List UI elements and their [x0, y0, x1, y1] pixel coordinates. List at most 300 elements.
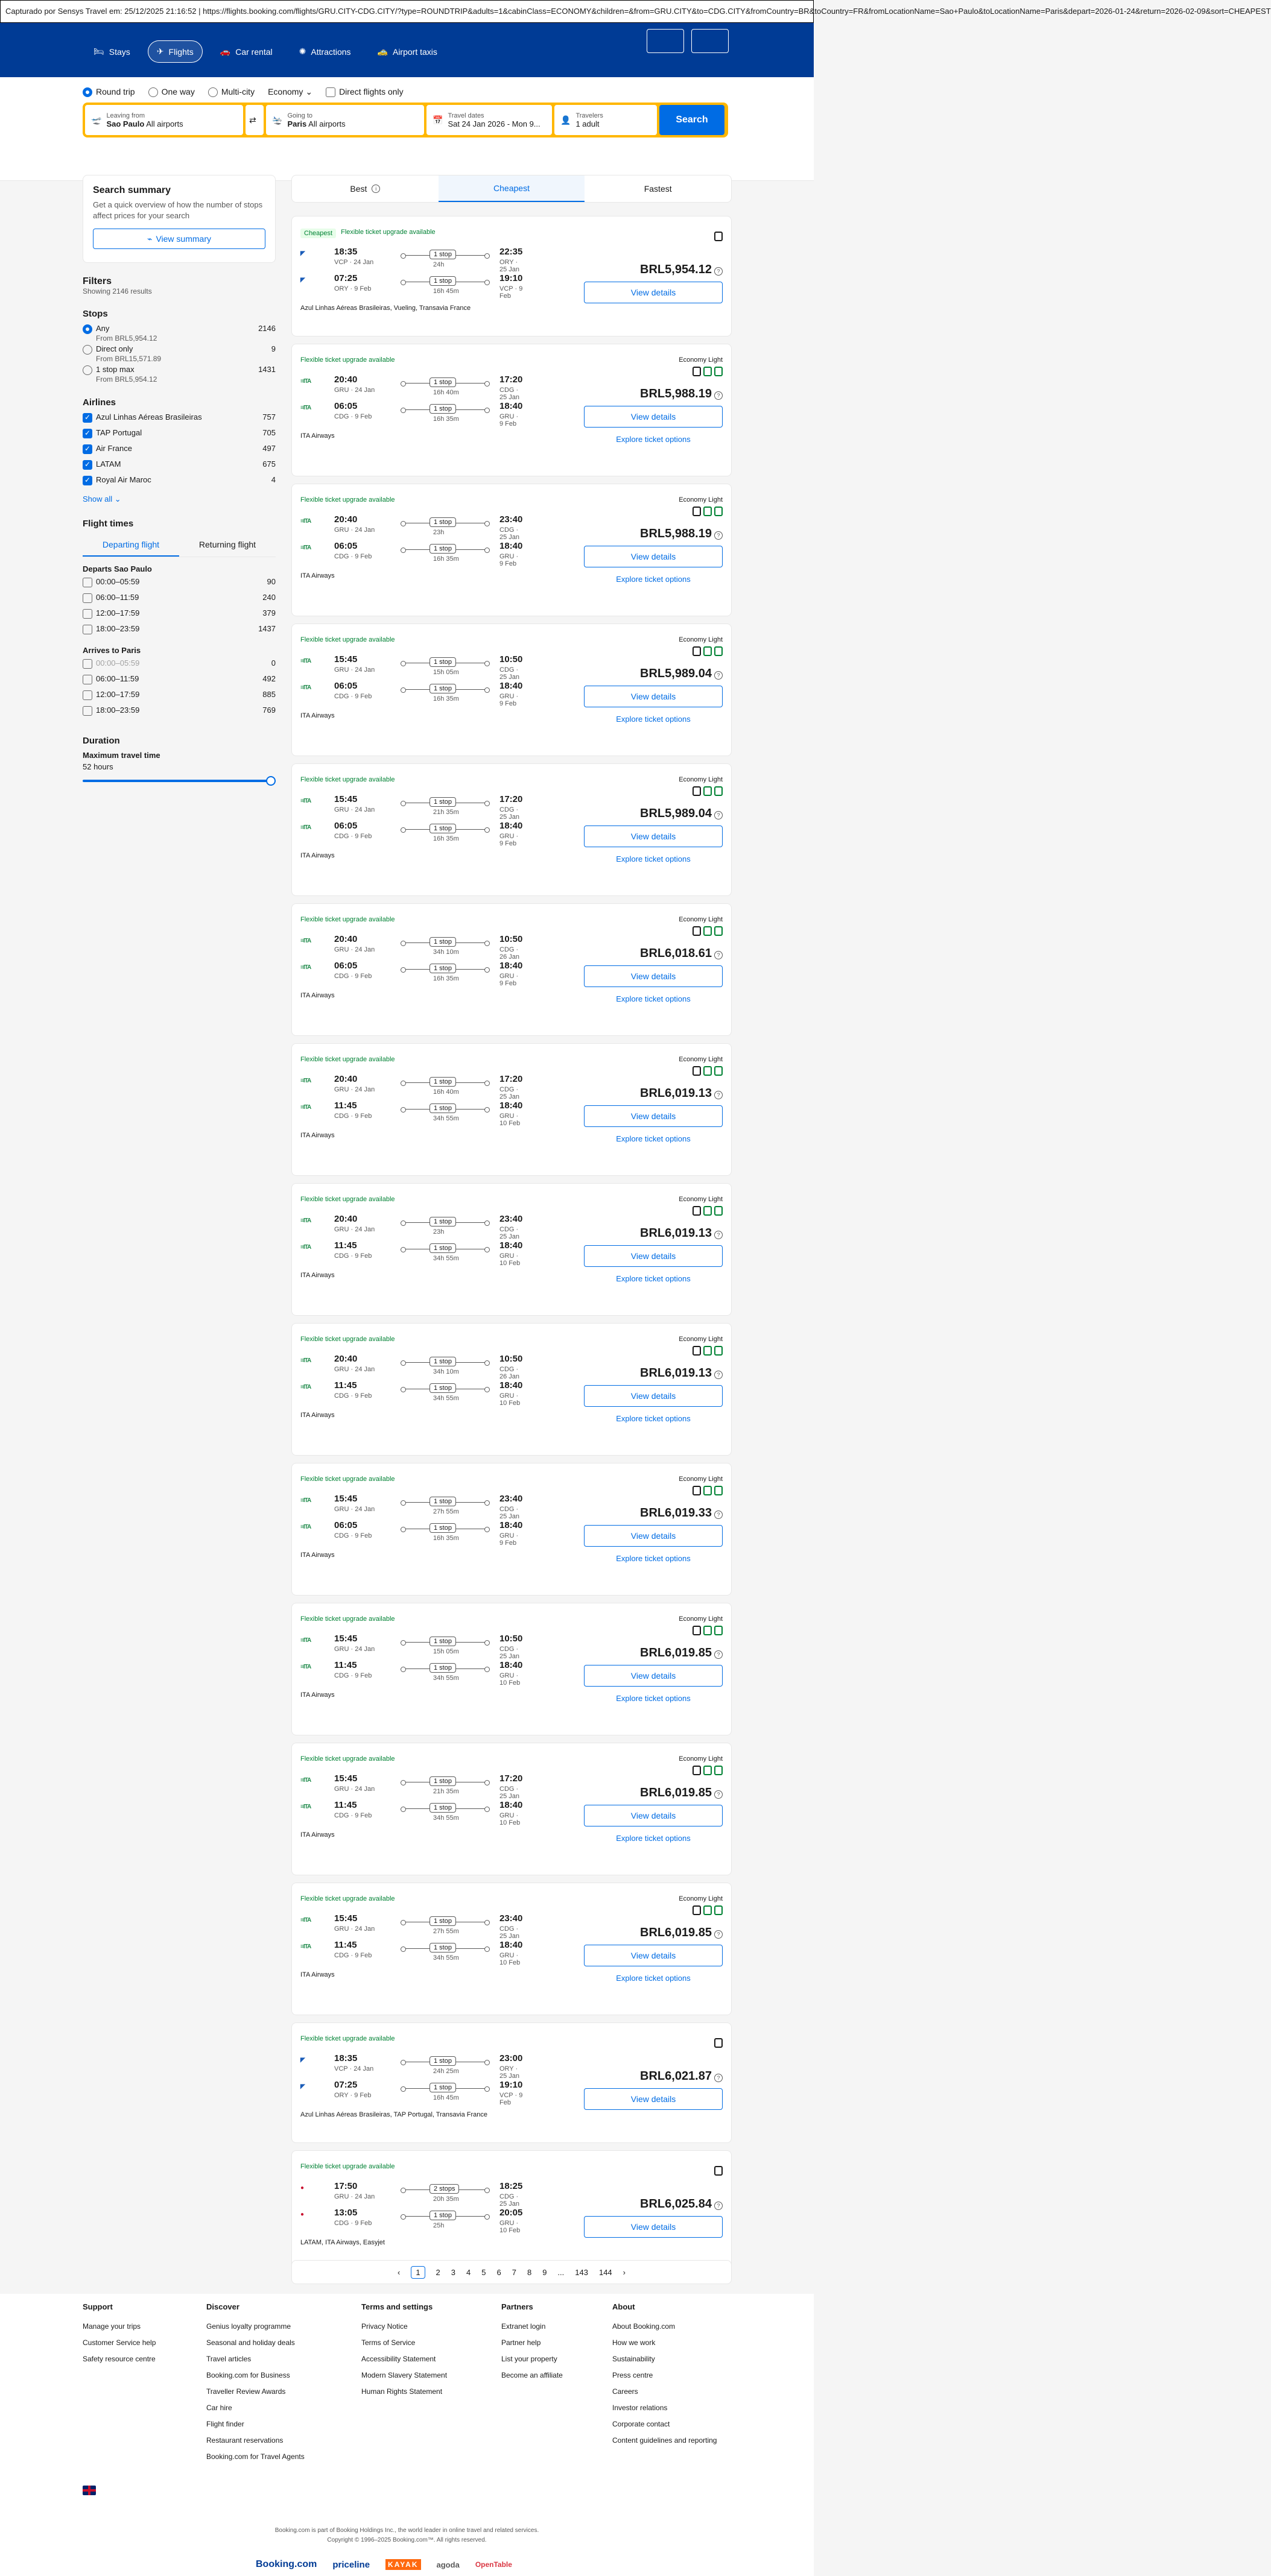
airline-logo-icon: ● [300, 2211, 304, 2218]
arrive-airport-date: GRU · 10 Feb [499, 1252, 521, 1267]
baggage-icon [703, 1626, 712, 1635]
arrive-time: 23:40 [499, 1214, 523, 1224]
taxi-icon: 🚕 [377, 46, 388, 56]
depart-time: 15:45 [334, 1913, 358, 1924]
price-info-icon[interactable]: ? [714, 1371, 723, 1379]
arrive-time-option[interactable] [83, 674, 276, 690]
arrive-time-option-count: 492 [262, 674, 276, 683]
view-details-button[interactable]: View details [584, 965, 723, 987]
footer-link[interactable]: Travel articles [206, 2355, 252, 2363]
price-info-icon[interactable]: ? [714, 267, 723, 276]
depart-airport-date: CDG · 9 Feb [334, 833, 372, 840]
arrive-airport-date: GRU · 10 Feb [499, 1672, 521, 1687]
return-leg [300, 541, 524, 565]
stops-option-price: From BRL15,571.89 [96, 354, 162, 363]
footer-link[interactable]: Sustainability [612, 2355, 655, 2363]
language-flag-icon[interactable] [83, 2486, 96, 2495]
stops-option-label: Direct only [96, 344, 133, 353]
checkbox-icon [83, 675, 92, 684]
price-column [578, 2163, 723, 2238]
airline-logo-icon: ≡ITA [300, 1217, 311, 1224]
price-column [578, 636, 723, 724]
arrive-time: 18:40 [499, 961, 523, 971]
arrive-time: 18:40 [499, 541, 523, 551]
airline-names: ITA Airways [300, 572, 335, 579]
checkbox-icon [83, 659, 92, 669]
price-info-icon[interactable]: ? [714, 2074, 723, 2082]
tab-departing-flight[interactable]: Departing flight [83, 534, 179, 557]
airline-option[interactable] [83, 475, 276, 491]
show-all-airlines-link[interactable]: Show all ⌄ [83, 494, 121, 504]
page-4[interactable]: 4 [466, 2267, 471, 2277]
price-column [578, 1895, 723, 1983]
going-to-field[interactable]: 🛬 Going to Paris All airports [266, 105, 424, 135]
arrive-airport-date: GRU · 9 Feb [499, 413, 519, 428]
nav-stays[interactable]: 🛏 Stays [94, 46, 130, 57]
return-leg [300, 2208, 524, 2232]
flight-price: BRL5,989.04 [640, 807, 712, 821]
depart-airport-date: GRU · 24 Jan [334, 2193, 375, 2200]
page-1[interactable]: 1 [411, 2266, 425, 2279]
swap-icon: ⇄ [249, 115, 256, 125]
outbound-leg [300, 1214, 524, 1238]
footer-link[interactable]: Accessibility Statement [361, 2355, 436, 2363]
stops-option-price: From BRL5,954.12 [96, 374, 157, 384]
footer-link[interactable]: List your property [501, 2355, 557, 2363]
price-info-icon[interactable]: ? [714, 1511, 723, 1519]
footer-link[interactable]: Genius loyalty programme [206, 2322, 291, 2331]
footer-link[interactable]: Modern Slavery Statement [361, 2371, 448, 2379]
airline-logo-icon: ≡ITA [300, 1357, 311, 1364]
next-page-button[interactable]: › [623, 2267, 626, 2277]
duration-label: 23h [433, 529, 445, 536]
view-summary-button[interactable]: ⌁ View summary [93, 229, 265, 249]
calendar-icon: 📅 [433, 115, 443, 125]
price-info-icon[interactable]: ? [714, 531, 723, 540]
duration-slider[interactable] [83, 775, 276, 787]
depart-time-option-left [83, 608, 139, 619]
page-5[interactable]: 5 [481, 2267, 486, 2277]
depart-time: 20:40 [334, 514, 358, 525]
arrive-airport-date: CDG · 25 Jan [499, 526, 520, 541]
tab-cheapest[interactable]: Cheapest [439, 175, 585, 202]
nav-airport-taxis[interactable]: 🚕 Airport taxis [377, 46, 437, 57]
search-summary-text: Get a quick overview of how the number of stops affect prices for your search [93, 200, 263, 220]
explore-ticket-options-link[interactable]: Explore ticket options [616, 715, 691, 724]
stops-label: 1 stop [429, 1497, 456, 1506]
duration-label: 16h 35m [433, 975, 459, 982]
depart-time: 18:35 [334, 247, 358, 257]
arrive-time-option-left [83, 690, 139, 700]
arrive-time: 18:40 [499, 401, 523, 411]
flight-badges [300, 916, 395, 923]
flight-card [291, 216, 732, 336]
depart-airport-date: CDG · 9 Feb [334, 1812, 372, 1819]
footer-link[interactable]: Safety resource centre [83, 2355, 156, 2363]
brand-logos [256, 2559, 512, 2570]
price-info-icon[interactable]: ? [714, 1231, 723, 1239]
airline-names: ITA Airways [300, 1412, 335, 1419]
baggage-icon [714, 926, 723, 936]
airline-option-count: 757 [262, 412, 276, 421]
flight-card [291, 2022, 732, 2143]
view-details-button[interactable]: View details [584, 686, 723, 707]
view-details-button[interactable]: View details [584, 1665, 723, 1687]
price-row [578, 1366, 723, 1380]
price-info-icon[interactable]: ? [714, 1790, 723, 1799]
page-8[interactable]: 8 [527, 2267, 532, 2277]
stops-label: 2 stops [429, 2184, 459, 2194]
direct-flights-only-checkbox[interactable]: Direct flights only [326, 87, 404, 97]
multi-city-option[interactable]: Multi-city [208, 87, 255, 97]
view-details-button[interactable]: View details [584, 826, 723, 847]
depart-time: 06:05 [334, 681, 358, 691]
stops-label: 1 stop [429, 544, 456, 554]
explore-ticket-options-link[interactable]: Explore ticket options [616, 435, 691, 444]
baggage-icon [693, 1486, 701, 1495]
arrive-time-option-left [83, 658, 139, 669]
arrive-time-option[interactable] [83, 706, 276, 721]
arrive-time: 19:10 [499, 273, 523, 283]
view-details-button[interactable]: View details [584, 1945, 723, 1966]
depart-time: 06:05 [334, 401, 358, 411]
radio-icon [83, 365, 92, 375]
stops-option-left [83, 365, 157, 384]
travelers-field[interactable]: 👤 Travelers 1 adult [554, 105, 657, 135]
view-details-button[interactable]: View details [584, 1385, 723, 1407]
tab-fastest[interactable]: Fastest [644, 184, 672, 194]
cabin-select[interactable]: Economy ⌄ [268, 87, 313, 97]
flexible-ticket-badge: Flexible ticket upgrade available [300, 776, 395, 783]
footer-link[interactable]: Press centre [612, 2371, 653, 2379]
depart-airport-date: GRU · 24 Jan [334, 1925, 375, 1933]
nav-flights[interactable]: ✈ Flights [148, 40, 203, 63]
return-leg [300, 1100, 524, 1125]
baggage-icon [703, 1905, 712, 1915]
baggage-icons [578, 646, 723, 656]
price-info-icon[interactable]: ? [714, 671, 723, 680]
results-list [291, 175, 732, 2246]
airline-names: ITA Airways [300, 1272, 335, 1279]
view-details-button[interactable]: View details [584, 1525, 723, 1547]
explore-ticket-options-link[interactable]: Explore ticket options [616, 1554, 691, 1564]
footer-heading: About [612, 2302, 635, 2311]
flight-badges [300, 2035, 395, 2042]
nav-car-rental[interactable]: 🚗 Car rental [220, 46, 273, 57]
flight-price: BRL6,019.85 [640, 1786, 712, 1800]
stops-label: 1 stop [429, 797, 456, 807]
arrive-time-option[interactable] [83, 658, 276, 674]
airline-option-left [83, 412, 202, 423]
airline-logo-icon: ≡ITA [300, 405, 311, 411]
footer-link[interactable]: Terms of Service [361, 2338, 416, 2347]
footer-link[interactable]: Car hire [206, 2404, 232, 2412]
stops-option[interactable] [83, 324, 276, 344]
depart-airport-date: CDG · 9 Feb [334, 1113, 372, 1120]
footer-column-partners [501, 2302, 563, 2384]
airline-names: ITA Airways [300, 852, 335, 859]
arrive-time: 20:05 [499, 2208, 523, 2218]
footer-heading: Terms and settings [361, 2302, 433, 2311]
price-row [578, 667, 723, 681]
page-2[interactable]: 2 [436, 2267, 440, 2277]
arrive-airport-date: GRU · 10 Feb [499, 1952, 521, 1966]
depart-time-option[interactable] [83, 624, 276, 640]
fare-class-label: Economy Light [679, 1615, 723, 1623]
airline-logo-icon: ● [300, 2185, 304, 2191]
price-row [578, 1506, 723, 1520]
footer-link[interactable]: Manage your trips [83, 2322, 141, 2331]
price-column [578, 356, 723, 444]
footer-link[interactable]: Flight finder [206, 2420, 244, 2428]
flight-price: BRL6,018.61 [640, 947, 712, 961]
price-info-icon[interactable]: ? [714, 811, 723, 819]
arrive-time: 18:40 [499, 1100, 523, 1111]
footer-link[interactable]: Booking.com for Business [206, 2371, 290, 2379]
return-leg [300, 821, 524, 845]
stops-label: 1 stop [429, 1357, 456, 1366]
search-button[interactable]: Search [659, 105, 724, 135]
chart-icon: ⌁ [147, 233, 153, 244]
airline-names: ITA Airways [300, 1691, 335, 1699]
arrive-time: 17:20 [499, 1773, 523, 1784]
baggage-icon [703, 1346, 712, 1356]
view-details-button[interactable]: View details [584, 546, 723, 567]
arrive-time-option-label: 18:00–23:59 [96, 706, 140, 715]
baggage-icon [703, 786, 712, 796]
footer-link[interactable]: Booking.com for Travel Agents [206, 2452, 305, 2461]
flight-card [291, 1043, 732, 1176]
radio-icon [208, 87, 218, 97]
explore-ticket-options-link[interactable]: Explore ticket options [616, 1134, 691, 1144]
airline-option[interactable] [83, 412, 276, 428]
price-column [578, 916, 723, 1003]
fare-class-label: Economy Light [679, 636, 723, 643]
footer-link[interactable]: Partner help [501, 2338, 541, 2347]
stops-option-label: 1 stop max [96, 365, 135, 374]
product-nav [84, 40, 446, 63]
plane-icon: ✈ [156, 46, 164, 56]
page-3[interactable]: 3 [451, 2267, 456, 2277]
airline-names: ITA Airways [300, 1971, 335, 1978]
airline-option[interactable] [83, 459, 276, 475]
page-143[interactable]: 143 [575, 2267, 588, 2277]
tab-best[interactable]: Best i [292, 175, 439, 202]
checkbox-icon [83, 593, 92, 603]
flight-card [291, 1743, 732, 1875]
outbound-leg [300, 1773, 524, 1798]
footer-link[interactable]: Extranet login [501, 2322, 546, 2331]
leaving-from-field[interactable]: 🛫 Leaving from Sao Paulo All airports [85, 105, 243, 135]
footer-link[interactable]: About Booking.com [612, 2322, 676, 2331]
arrive-time-option-label: 00:00–05:59 [96, 658, 140, 668]
price-column [578, 1196, 723, 1283]
explore-ticket-options-link[interactable]: Explore ticket options [616, 575, 691, 584]
depart-time: 15:45 [334, 654, 358, 665]
depart-airport-date: GRU · 24 Jan [334, 946, 375, 953]
explore-ticket-options-link[interactable]: Explore ticket options [616, 1414, 691, 1424]
price-row [578, 1926, 723, 1940]
one-way-option[interactable]: One way [148, 87, 195, 97]
view-details-button[interactable]: View details [584, 406, 723, 428]
price-info-icon[interactable]: ? [714, 2202, 723, 2210]
outbound-leg [300, 794, 524, 821]
footer-link[interactable]: Privacy Notice [361, 2322, 408, 2331]
price-column [578, 1615, 723, 1703]
depart-time-option[interactable] [83, 593, 276, 608]
flight-card [291, 1603, 732, 1735]
header-button[interactable] [647, 29, 684, 53]
depart-time: 15:45 [334, 1773, 358, 1784]
depart-time: 11:45 [334, 1100, 357, 1111]
stops-label: 1 stop [429, 824, 456, 833]
view-details-button[interactable]: View details [584, 1805, 723, 1826]
stops-option-count: 9 [271, 344, 276, 353]
duration-label: 34h 55m [433, 1395, 459, 1402]
depart-time-option[interactable] [83, 577, 276, 593]
depart-time: 07:25 [334, 2080, 358, 2090]
outbound-leg [300, 2181, 524, 2208]
explore-ticket-options-link[interactable]: Explore ticket options [616, 1694, 691, 1703]
travel-dates-field[interactable]: 📅 Travel dates Sat 24 Jan 2026 - Mon 9... [426, 105, 552, 135]
price-info-icon[interactable]: ? [714, 1930, 723, 1939]
checkbox-icon [83, 690, 92, 700]
price-info-icon[interactable]: ? [714, 391, 723, 400]
stops-label: 1 stop [429, 404, 456, 414]
price-info-icon[interactable]: ? [714, 1650, 723, 1659]
depart-time: 06:05 [334, 541, 358, 551]
arrive-time: 18:40 [499, 1240, 523, 1251]
arrive-airport-date: GRU · 9 Feb [499, 833, 519, 847]
airline-logo-icon: ◤ [300, 2057, 305, 2063]
baggage-icon [714, 646, 723, 656]
footer-link[interactable]: How we work [612, 2338, 656, 2347]
depart-time-option-label: 06:00–11:59 [96, 593, 139, 602]
radio-icon [148, 87, 158, 97]
footer-link[interactable]: Investor relations [612, 2404, 668, 2412]
explore-ticket-options-link[interactable]: Explore ticket options [616, 1974, 691, 1983]
header-button[interactable] [691, 29, 729, 53]
explore-ticket-options-link[interactable]: Explore ticket options [616, 994, 691, 1004]
depart-time-option-left [83, 577, 139, 587]
arrive-time: 10:50 [499, 934, 523, 944]
view-details-button[interactable]: View details [584, 1245, 723, 1267]
footer-link[interactable]: Become an affiliate [501, 2371, 563, 2379]
view-details-button[interactable]: View details [584, 1105, 723, 1127]
footer-link[interactable]: Content guidelines and reporting [612, 2436, 717, 2445]
depart-airport-date: CDG · 9 Feb [334, 693, 372, 700]
footer-link[interactable]: Traveller Review Awards [206, 2387, 286, 2396]
price-column [578, 2035, 723, 2110]
depart-airport-date: CDG · 9 Feb [334, 413, 372, 420]
arrive-time-option-count: 769 [262, 706, 276, 715]
depart-airport-date: GRU · 24 Jan [334, 1785, 375, 1793]
round-trip-option[interactable]: Round trip [83, 87, 135, 97]
flexible-ticket-badge: Flexible ticket upgrade available [300, 916, 395, 923]
duration-label: 16h 45m [433, 288, 459, 295]
airline-logo-icon: ◤ [300, 250, 305, 257]
footer-link[interactable]: Seasonal and holiday deals [206, 2338, 295, 2347]
stops-option[interactable] [83, 344, 276, 365]
prev-page-button[interactable]: ‹ [397, 2267, 401, 2277]
sort-tabs [291, 175, 732, 203]
depart-time: 06:05 [334, 821, 358, 831]
stops-option[interactable] [83, 365, 276, 385]
swap-button[interactable] [246, 105, 264, 135]
baggage-icon [693, 1766, 701, 1775]
footer-link[interactable]: Human Rights Statement [361, 2387, 443, 2396]
arrive-time: 10:50 [499, 654, 523, 665]
footer-link[interactable]: Restaurant reservations [206, 2436, 284, 2445]
explore-ticket-options-link[interactable]: Explore ticket options [616, 1834, 691, 1843]
view-details-button[interactable]: View details [584, 2216, 723, 2238]
airline-option[interactable] [83, 428, 276, 444]
page-7[interactable]: 7 [512, 2267, 516, 2277]
view-details-button[interactable]: View details [584, 282, 723, 303]
price-info-icon[interactable]: ? [714, 951, 723, 959]
depart-time: 07:25 [334, 273, 358, 283]
arrive-time-option[interactable] [83, 690, 276, 706]
depart-time-option[interactable] [83, 608, 276, 624]
page-9[interactable]: 9 [542, 2267, 547, 2277]
price-column [578, 1336, 723, 1423]
slider-track [83, 780, 272, 782]
depart-time-option-label: 18:00–23:59 [96, 624, 140, 633]
page-144[interactable]: 144 [598, 2267, 612, 2277]
airline-logo-icon: ≡ITA [300, 378, 311, 385]
price-info-icon[interactable]: ? [714, 1091, 723, 1099]
depart-airport-date: CDG · 9 Feb [334, 973, 372, 980]
stops-label: 1 stop [429, 517, 456, 527]
fare-class-label: Economy Light [679, 1895, 723, 1902]
stops-label: 1 stop [429, 964, 456, 973]
duration-label: 34h 55m [433, 1115, 459, 1122]
depart-time-option-label: 12:00–17:59 [96, 608, 140, 617]
tab-returning-flight[interactable]: Returning flight [198, 540, 256, 549]
baggage-icon [693, 646, 701, 656]
page-6[interactable]: 6 [496, 2267, 501, 2277]
footer-link[interactable]: Customer Service help [83, 2338, 156, 2347]
flight-price: BRL6,019.85 [640, 1926, 712, 1940]
explore-ticket-options-link[interactable]: Explore ticket options [616, 854, 691, 864]
footer-link[interactable]: Careers [612, 2387, 638, 2396]
landing-icon: 🛬 [272, 115, 283, 125]
baggage-icon [703, 646, 712, 656]
flight-badges [300, 1755, 395, 1763]
arrive-time: 18:40 [499, 821, 523, 831]
explore-ticket-options-link[interactable]: Explore ticket options [616, 1274, 691, 1284]
airline-option[interactable] [83, 444, 276, 459]
duration-label: 27h 55m [433, 1508, 459, 1515]
stops-option-count: 2146 [258, 324, 276, 333]
view-details-button[interactable]: View details [584, 2088, 723, 2110]
airline-names: ITA Airways [300, 1831, 335, 1839]
fare-class-label: Economy Light [679, 1196, 723, 1203]
baggage-icon [714, 367, 723, 376]
arrive-airport-date: CDG · 25 Jan [499, 666, 520, 681]
footer-link[interactable]: Corporate contact [612, 2420, 670, 2428]
nav-attractions[interactable]: ✺ Attractions [299, 46, 351, 57]
return-leg [300, 681, 524, 705]
outbound-leg [300, 374, 524, 399]
stops-label: 1 stop [429, 937, 456, 947]
depart-time: 06:05 [334, 961, 358, 971]
slider-handle[interactable] [266, 776, 276, 786]
flight-card [291, 1463, 732, 1596]
depart-time: 11:45 [334, 1240, 357, 1251]
flexible-ticket-badge: Flexible ticket upgrade available [300, 1476, 395, 1483]
site-footer [0, 2294, 814, 2576]
